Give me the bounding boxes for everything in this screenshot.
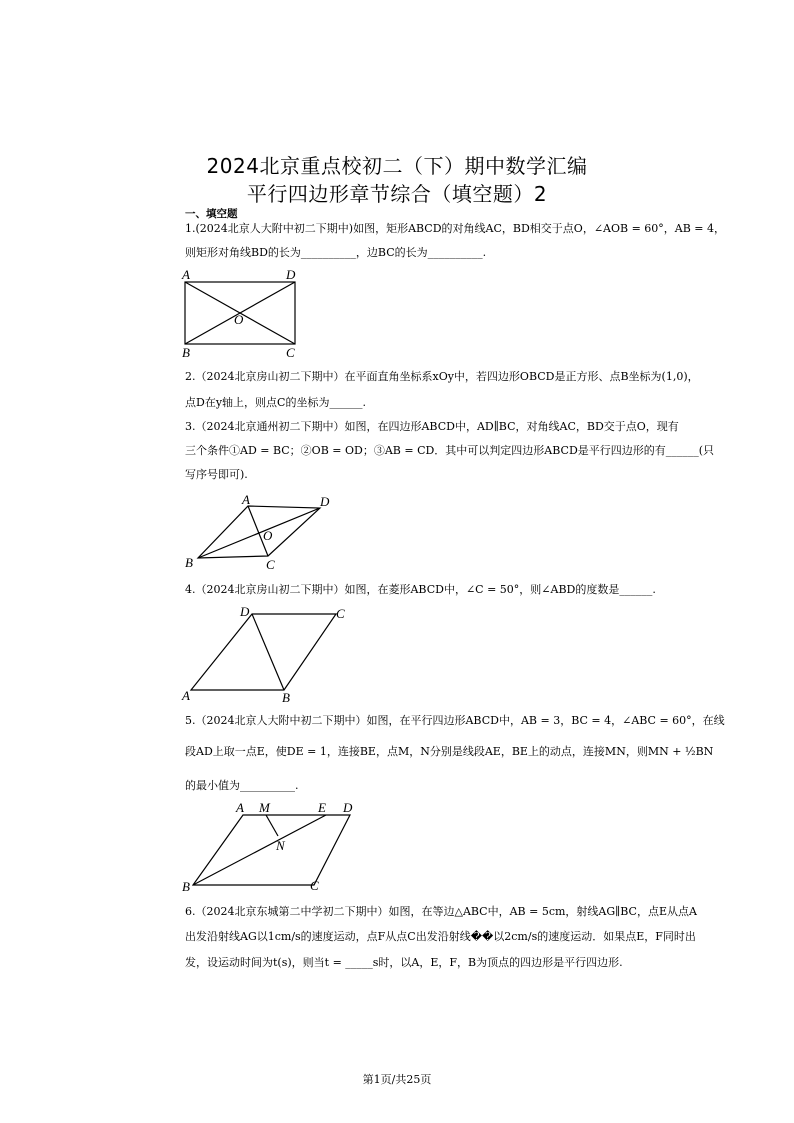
fig5-label-n: N bbox=[276, 838, 285, 853]
fig5-label-b: B bbox=[182, 879, 190, 894]
figure-parallelogram-abcd bbox=[178, 797, 368, 897]
fig4-label-d: D bbox=[240, 604, 250, 619]
doc-title-line1: 2024北京重点校初二（下）期中数学汇编 bbox=[206, 154, 588, 178]
fig4-label-c: C bbox=[336, 606, 345, 621]
q3-line3: 写序号即可). bbox=[185, 468, 248, 481]
q3-line2: 三个条件①AD = BC；②OB = OD；③AB = CD．其中可以判定四边形ABCD是平行四边形的有______(只 bbox=[185, 444, 715, 457]
q6-line2: 出发沿射线AG以1cm/s的速度运动，点F从点C出发沿射线��以2cm/s的速度运动．如果点E，F同时出 bbox=[185, 930, 696, 943]
fig3-label-c: C bbox=[266, 557, 275, 572]
fig4-label-b: B bbox=[282, 690, 290, 705]
fig1-label-o: O bbox=[234, 312, 244, 327]
fig5-label-c: C bbox=[310, 878, 319, 893]
doc-title-line2: 平行四边形章节综合（填空题）2 bbox=[246, 182, 548, 206]
fig5-label-d: D bbox=[343, 800, 353, 815]
page-footer: 第1页/共25页 bbox=[362, 1073, 432, 1086]
q2-line1: 2.（2024北京房山初二下期中）在平面直角坐标系xOy中，若四边形OBCD是正方形、点B坐标为(1,0)， bbox=[185, 370, 699, 383]
q6-line3: 发，设运动时间为t(s)，则当t = _____s时，以A，E，F，B为顶点的四边形是平行四边形. bbox=[185, 956, 623, 969]
q3-line1: 3.（2024北京通州初二下期中）如图，在四边形ABCD中，AD∥BC，对角线AC，BD交于点O，现有 bbox=[185, 420, 679, 433]
figure-rhombus-abcd bbox=[178, 602, 358, 704]
q1-line1: 1.(2024北京人大附中初二下期中)如图，矩形ABCD的对角线AC，BD相交于点O，∠AOB = 60°，AB = 4， bbox=[185, 222, 726, 235]
figure-rectangle-abcd bbox=[178, 266, 308, 364]
q5-line1: 5.（2024北京人大附中初二下期中）如图，在平行四边形ABCD中，AB = 3，BC = 4，∠ABC = 60°，在线 bbox=[185, 714, 725, 727]
figure-quadrilateral-abcd bbox=[178, 490, 338, 574]
q5-line3: 的最小值为__________. bbox=[185, 779, 299, 792]
fig3-label-b: B bbox=[185, 555, 193, 570]
fig5-label-m: M bbox=[259, 800, 270, 815]
fig5-label-a: A bbox=[236, 800, 244, 815]
fig4-label-a: A bbox=[182, 688, 190, 703]
fig1-label-a: A bbox=[182, 267, 190, 282]
section-label: 一、填空题 bbox=[185, 208, 238, 220]
fig3-label-a: A bbox=[242, 492, 250, 507]
q2-line2: 点D在y轴上，则点C的坐标为______. bbox=[185, 396, 366, 409]
fig3-label-d: D bbox=[320, 494, 330, 509]
q1-line2: 则矩形对角线BD的长为__________，边BC的长为__________. bbox=[185, 246, 487, 259]
q5-line2: 段AD上取一点E，使DE = 1，连接BE，点M，N分别是线段AE，BE上的动点，连接MN，则MN + ½BN bbox=[185, 745, 714, 758]
fig1-label-c: C bbox=[286, 345, 295, 360]
fig5-label-e: E bbox=[318, 800, 326, 815]
q6-line1: 6.（2024北京东城第二中学初二下期中）如图，在等边△ABC中，AB = 5cm，射线AG∥BC，点E从点A bbox=[185, 905, 697, 918]
fig3-label-o: O bbox=[263, 528, 273, 543]
q4-line1: 4.（2024北京房山初二下期中）如图，在菱形ABCD中，∠C = 50°，则∠ABD的度数是______. bbox=[185, 583, 656, 596]
fig1-label-d: D bbox=[286, 267, 296, 282]
fig1-label-b: B bbox=[182, 345, 190, 360]
